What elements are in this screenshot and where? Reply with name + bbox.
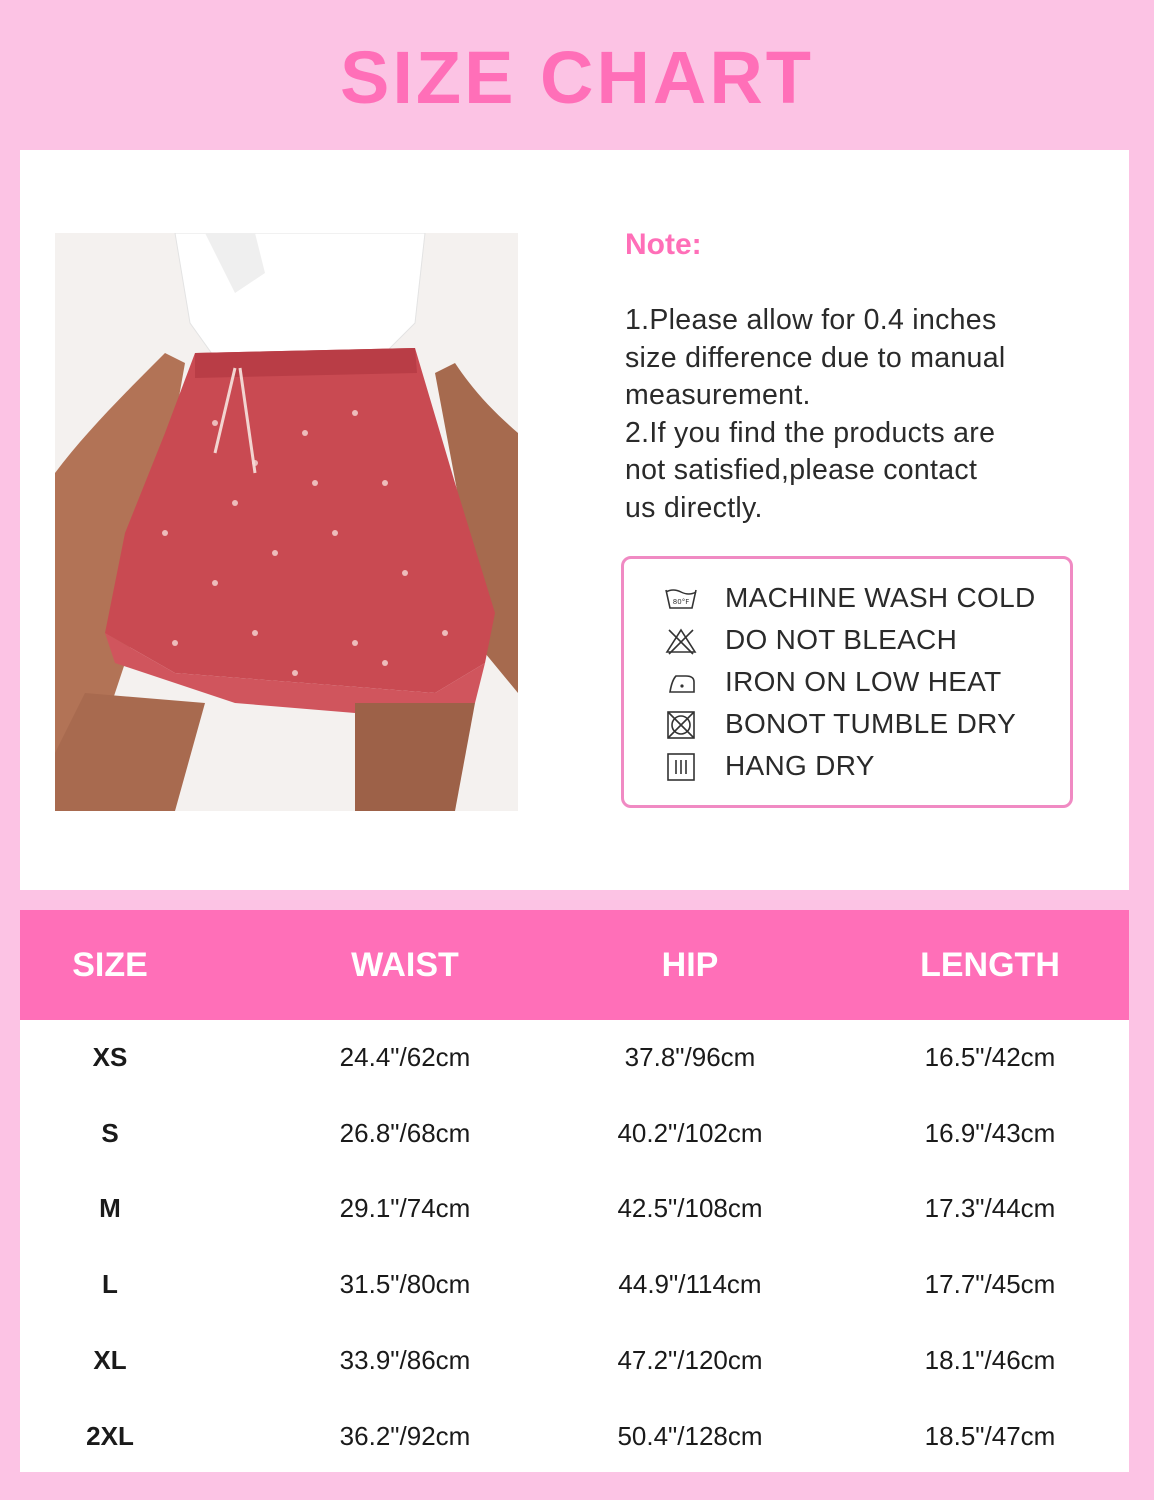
care-label: IRON ON LOW HEAT (725, 666, 1002, 697)
cell-size: 2XL (86, 1421, 134, 1451)
no-bleach-icon (664, 626, 698, 656)
care-instructions-box (621, 556, 1073, 808)
care-label: DO NOT BLEACH (725, 624, 958, 655)
header-size: SIZE (72, 946, 148, 984)
care-label: BONOT TUMBLE DRY (725, 708, 1017, 739)
note-line: 1.Please allow for 0.4 inches (625, 304, 997, 336)
size-table (20, 910, 1129, 1472)
table-row (20, 1019, 1129, 1095)
cell-hip: 37.8"/96cm (624, 1042, 756, 1072)
cell-length: 16.9"/43cm (924, 1118, 1056, 1148)
cell-waist: 26.8"/68cm (339, 1118, 471, 1148)
cell-hip: 47.2"/120cm (617, 1345, 763, 1375)
note-text (625, 302, 1095, 528)
table-row (20, 1398, 1129, 1474)
care-item (624, 706, 1070, 746)
table-row (20, 1170, 1129, 1246)
cell-waist: 31.5"/80cm (339, 1269, 471, 1299)
hang-dry-icon (664, 752, 698, 782)
care-item (624, 664, 1070, 704)
note-line: size difference due to manual (625, 341, 1006, 374)
product-photo (55, 233, 518, 811)
cell-size: S (101, 1118, 119, 1148)
cell-waist: 24.4"/62cm (339, 1042, 471, 1072)
cell-waist: 36.2"/92cm (339, 1421, 471, 1451)
cell-length: 17.3"/44cm (924, 1193, 1056, 1223)
note-line: us directly. (625, 491, 763, 524)
page-title: SIZE CHART (340, 36, 814, 119)
cell-waist: 33.9"/86cm (339, 1345, 471, 1375)
note-heading: Note: (625, 228, 702, 261)
table-row (20, 1246, 1129, 1322)
info-panel (20, 150, 1129, 890)
note-line: 2.If you find the products are (625, 416, 996, 449)
care-label: MACHINE WASH COLD (725, 582, 1036, 613)
care-item (624, 748, 1070, 788)
table-header (20, 910, 1129, 1020)
svg-text:80°F: 80°F (672, 598, 690, 606)
cell-hip: 50.4"/128cm (617, 1421, 763, 1451)
care-label: HANG DRY (725, 750, 875, 781)
model-skirt-image (55, 233, 518, 811)
cell-hip: 40.2"/102cm (617, 1118, 763, 1148)
cell-hip: 44.9"/114cm (618, 1269, 762, 1299)
cell-hip: 42.5"/108cm (617, 1193, 763, 1223)
note-line: not satisfied,please contact (625, 454, 978, 487)
cell-length: 16.5"/42cm (924, 1042, 1056, 1072)
no-tumble-dry-icon (664, 710, 698, 740)
cell-length: 17.7"/45cm (924, 1269, 1056, 1299)
table-row (20, 1095, 1129, 1171)
table-row (20, 1322, 1129, 1398)
header-waist: WAIST (351, 946, 459, 984)
iron-low-icon (664, 668, 698, 698)
note-line: measurement. (625, 379, 811, 412)
cell-size: XL (93, 1345, 127, 1375)
cell-size: L (102, 1269, 118, 1299)
cell-length: 18.5"/47cm (924, 1421, 1056, 1451)
cell-size: M (99, 1193, 121, 1223)
cell-size: XS (92, 1042, 128, 1072)
cell-length: 18.1"/46cm (924, 1345, 1056, 1375)
header-length: LENGTH (920, 946, 1060, 984)
cell-waist: 29.1"/74cm (339, 1193, 471, 1223)
header-hip: HIP (661, 946, 719, 984)
wash-30-icon (664, 584, 698, 614)
care-item (624, 622, 1070, 662)
care-item (624, 580, 1070, 620)
